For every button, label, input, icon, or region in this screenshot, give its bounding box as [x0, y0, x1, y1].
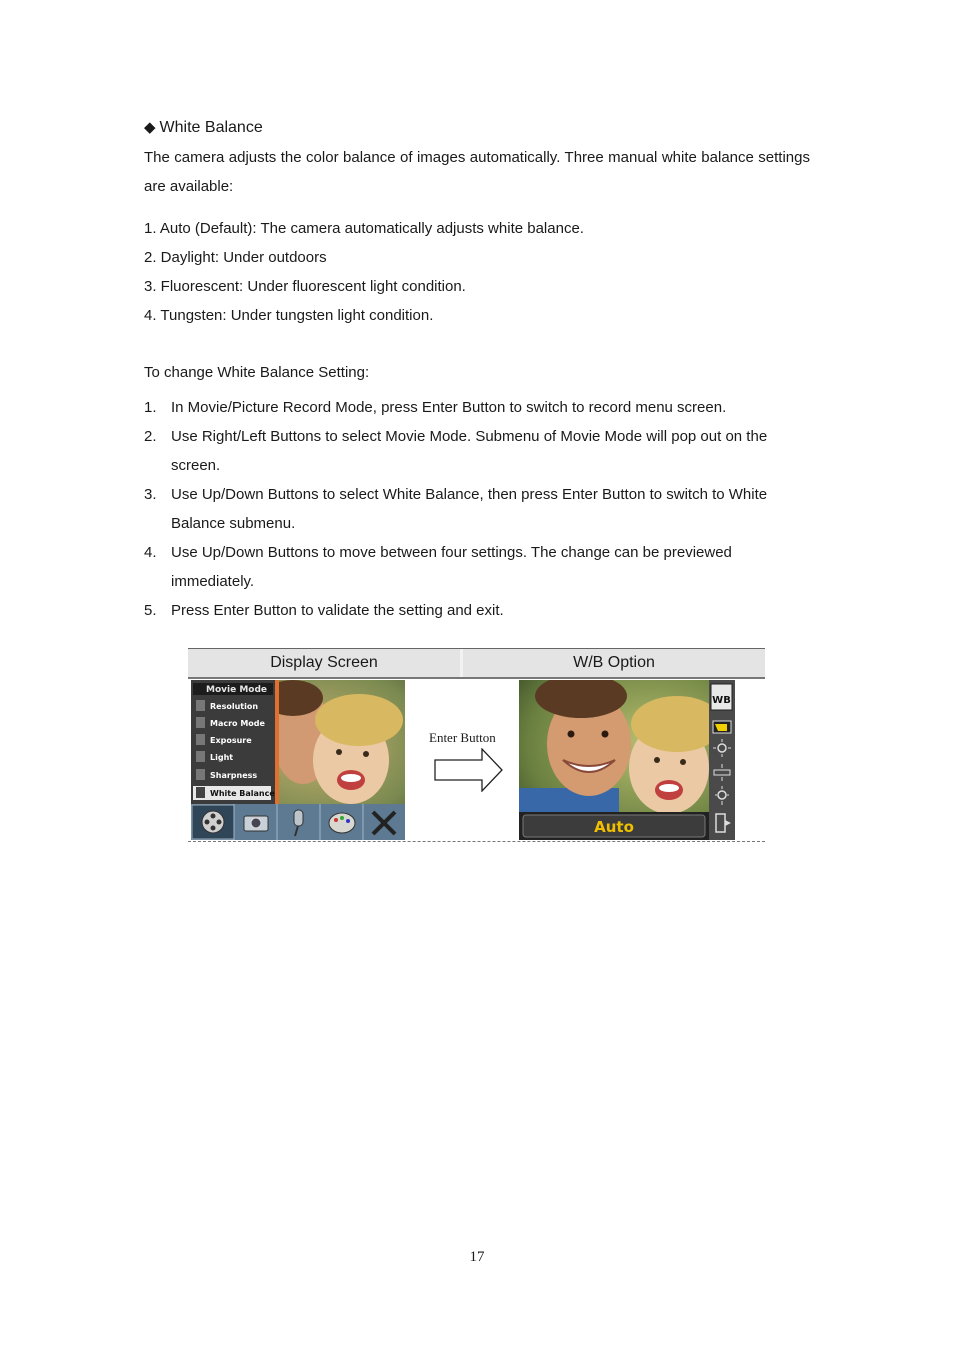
- enter-button-label: Enter Button: [429, 730, 496, 745]
- camera-icon: [244, 816, 268, 831]
- auto-wb-icon: [713, 721, 731, 733]
- sharpness-icon: [196, 769, 205, 780]
- palette-icon: [329, 813, 355, 833]
- menu-item-resolution: Resolution: [210, 702, 259, 711]
- menu-item-macro-mode: Macro Mode: [210, 719, 265, 728]
- diamond-bullet-icon: ◆: [144, 119, 156, 136]
- setting-item-auto: 1. Auto (Default): The camera automatically adjusts white balance.: [144, 220, 584, 237]
- step-number: 1.: [144, 399, 157, 416]
- step-item: [144, 538, 814, 596]
- resolution-icon: [196, 700, 205, 711]
- step-text: Use Up/Down Buttons to select White Balance, then press Enter Button to switch to White Balance submenu.: [171, 486, 768, 532]
- menu-item-white-balance: White Balance: [210, 789, 275, 798]
- step-number: 4.: [144, 544, 157, 561]
- wb-option-screen-graphic: [519, 680, 735, 840]
- movie-mode-screen-graphic: [191, 680, 405, 840]
- setting-item-daylight: 2. Daylight: Under outdoors: [144, 249, 327, 266]
- step-number: 3.: [144, 486, 157, 503]
- section-heading: [144, 118, 263, 137]
- menu-item-exposure: Exposure: [210, 736, 252, 745]
- page-number: 17: [469, 1249, 485, 1265]
- menu-item-sharpness: Sharpness: [210, 771, 258, 780]
- step-number: 2.: [144, 428, 157, 445]
- step-item: [144, 596, 814, 625]
- table-bottom-rule: [188, 841, 765, 842]
- step-number: 5.: [144, 602, 157, 619]
- right-arrow-icon: [434, 748, 504, 792]
- step-item: [144, 480, 814, 538]
- exposure-icon: [196, 734, 205, 745]
- setting-item-tungsten: 4. Tungsten: Under tungsten light condition.: [144, 307, 434, 324]
- setting-item-fluorescent: 3. Fluorescent: Under fluorescent light condition.: [144, 278, 466, 295]
- step-text: Press Enter Button to validate the setting and exit.: [171, 602, 504, 619]
- menu-title: Movie Mode: [206, 685, 268, 695]
- procedure-steps: [144, 393, 814, 625]
- wb-value-label: Auto: [594, 818, 634, 836]
- step-item: [144, 422, 814, 480]
- column-header-display-screen: Display Screen: [188, 649, 460, 677]
- display-screen-movie-mode: [191, 680, 405, 840]
- macro-icon: [196, 717, 205, 728]
- column-header-wb-option: W/B Option: [463, 649, 765, 677]
- light-icon: [196, 751, 205, 762]
- step-text: Use Right/Left Buttons to select Movie Mode. Submenu of Movie Mode will pop out on the screen.: [171, 428, 768, 474]
- intro-paragraph: The camera adjusts the color balance of images automatically. Three manual white balance settings are available:: [144, 149, 810, 195]
- menu-item-light: Light: [210, 753, 234, 762]
- wb-badge-text: WB: [712, 695, 731, 706]
- section-title: White Balance: [159, 119, 263, 136]
- movie-reel-icon: [202, 811, 224, 833]
- display-screen-wb-option: [519, 680, 735, 840]
- white-balance-icon: [196, 787, 205, 798]
- header-bottom-rule: [188, 677, 765, 679]
- step-text: In Movie/Picture Record Mode, press Enter Button to switch to record menu screen.: [171, 399, 727, 416]
- comparison-table: [188, 648, 765, 842]
- procedure-title: To change White Balance Setting:: [144, 364, 370, 381]
- step-item: [144, 393, 814, 422]
- step-text: Use Up/Down Buttons to move between four settings. The change can be previewed immediately.: [171, 544, 732, 590]
